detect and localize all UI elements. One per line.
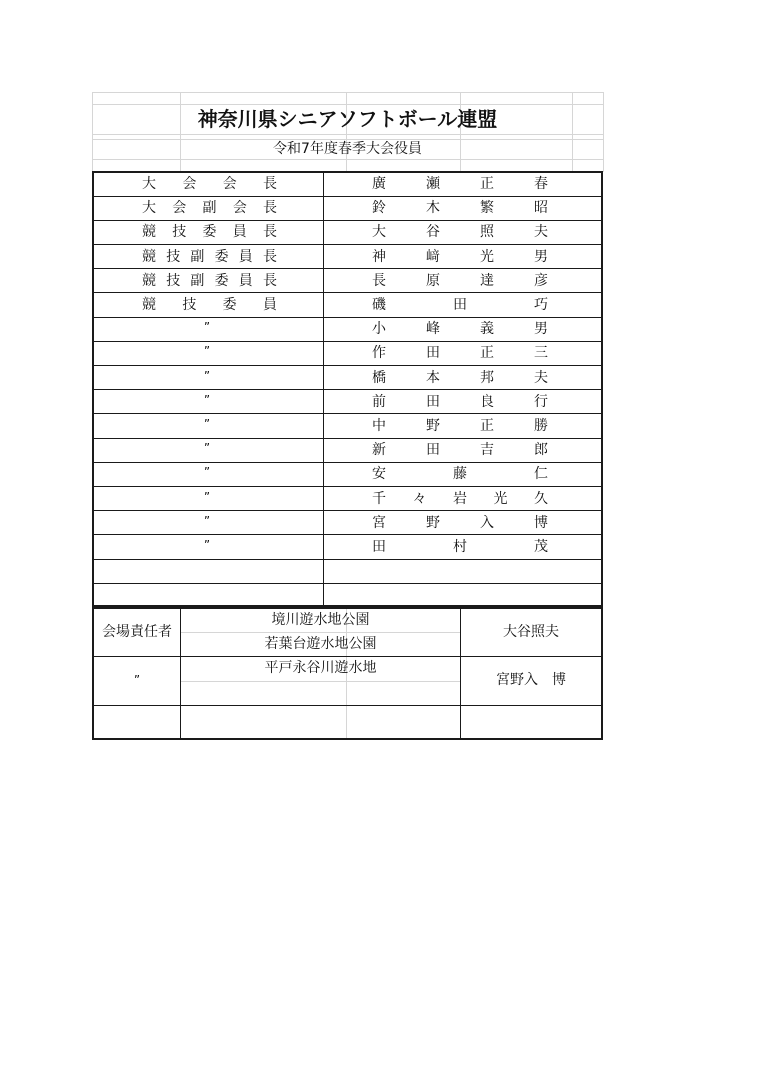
ditto-mark — [192, 341, 222, 365]
position-char: 会 — [182, 176, 197, 192]
name-char: 神 — [372, 248, 386, 265]
name-char: 勝 — [534, 418, 548, 434]
name-char: 鈴 — [372, 200, 386, 217]
table-row — [92, 559, 603, 583]
venue-place: 平戸永谷川遊水地 — [264, 660, 377, 676]
ditto-char: ” — [203, 441, 211, 456]
ditto-mark — [192, 366, 222, 390]
name-char: 義 — [480, 321, 494, 338]
name-char: 正 — [480, 176, 494, 192]
table-border — [92, 705, 603, 706]
position-title — [142, 196, 277, 220]
name-char: 夫 — [534, 224, 548, 241]
name-char: 照 — [480, 224, 494, 241]
name-char: 男 — [534, 321, 548, 338]
position-title — [142, 220, 277, 244]
position-char: 競 — [142, 297, 156, 313]
name-char: 峰 — [426, 321, 440, 338]
position-char: 副 — [190, 248, 205, 265]
name-char: 中 — [372, 418, 386, 434]
name-char: 谷 — [426, 224, 440, 241]
name-char: 瀬 — [426, 176, 440, 192]
name-char: 光 — [480, 248, 494, 265]
name-char: 博 — [534, 514, 548, 531]
ditto-char: ” — [203, 489, 211, 504]
table-border — [601, 608, 603, 740]
name-char: 茂 — [534, 539, 548, 555]
table-border — [92, 738, 603, 740]
table-row — [92, 245, 603, 269]
name-char: 橋 — [372, 369, 386, 386]
name-char: 本 — [426, 369, 440, 386]
position-char: 大 — [142, 200, 156, 217]
ditto-mark — [192, 414, 222, 438]
position-title — [142, 269, 277, 293]
table-row — [92, 438, 603, 462]
name-char: 吉 — [480, 442, 494, 459]
name-char: 宮 — [372, 514, 386, 531]
gridline — [180, 632, 460, 633]
position-char: 長 — [263, 200, 277, 217]
position-title — [142, 245, 277, 269]
table-row — [92, 462, 603, 486]
position-char: 長 — [262, 176, 277, 192]
name-char: 春 — [534, 176, 548, 192]
name-char: 安 — [372, 466, 386, 483]
name-char: 千 — [372, 490, 386, 507]
ditto-mark — [192, 317, 222, 341]
ditto-char: ” — [203, 513, 211, 528]
officer-name — [372, 366, 548, 390]
position-char: 副 — [190, 272, 205, 289]
officer-name — [372, 245, 548, 269]
name-char: 仁 — [534, 466, 548, 483]
ditto-mark — [192, 535, 222, 559]
name-char: 廣 — [372, 176, 386, 192]
position-char: 委 — [214, 248, 229, 265]
officer-name — [372, 487, 548, 511]
venue-place: 若葉台遊水地公園 — [264, 636, 377, 652]
name-char: 昭 — [534, 200, 548, 217]
name-char: 原 — [426, 272, 440, 289]
name-char: 繁 — [480, 200, 494, 217]
position-char: 長 — [263, 224, 277, 241]
position-char: 員 — [238, 248, 253, 265]
name-char: 藤 — [453, 466, 467, 483]
venue-manager-label: 会場責任者 — [102, 624, 172, 640]
ditto-mark — [192, 390, 222, 414]
name-char: 入 — [480, 514, 494, 531]
table-row — [92, 317, 603, 341]
name-char: 邦 — [480, 369, 494, 386]
ditto-char: ” — [203, 417, 211, 431]
name-char: 正 — [480, 418, 494, 434]
ditto-mark — [192, 511, 222, 535]
officer-name — [372, 196, 548, 220]
ditto-char: ” — [203, 538, 211, 552]
venue-ditto-mark: ” — [133, 673, 141, 687]
table-row — [92, 487, 603, 511]
officer-name — [372, 390, 548, 414]
position-char: 員 — [232, 224, 247, 241]
table-row — [92, 220, 603, 244]
ditto-char: ” — [203, 320, 211, 335]
position-char: 員 — [262, 297, 277, 313]
name-char: 彦 — [534, 272, 548, 289]
name-char: 田 — [372, 539, 386, 555]
name-char: 巧 — [534, 297, 548, 313]
name-char: 達 — [480, 272, 494, 289]
position-char: 員 — [238, 272, 253, 289]
position-char: 技 — [182, 297, 197, 313]
name-char: 田 — [426, 393, 440, 410]
gridline — [180, 681, 460, 682]
position-char: 委 — [222, 297, 237, 313]
officer-name — [372, 438, 548, 462]
officer-name — [372, 172, 548, 196]
position-char: 競 — [142, 248, 156, 265]
table-row — [92, 293, 603, 317]
name-char: 良 — [480, 393, 494, 410]
officer-name — [372, 462, 548, 486]
ditto-char: ” — [203, 465, 211, 480]
name-char: 岩 — [453, 490, 467, 507]
position-char: 長 — [262, 272, 277, 289]
name-char: 三 — [534, 345, 548, 362]
officer-name — [372, 293, 548, 317]
position-char: 技 — [172, 224, 187, 241]
position-char: 技 — [166, 248, 181, 265]
officer-name — [372, 269, 548, 293]
name-char: 行 — [534, 393, 548, 410]
gridline — [92, 134, 603, 135]
name-char: 田 — [426, 442, 440, 459]
name-char: 﨑 — [426, 248, 440, 265]
venue-place: 境川遊水地公園 — [271, 612, 370, 628]
ditto-mark — [192, 487, 222, 511]
officer-name — [372, 317, 548, 341]
name-char: 田 — [453, 297, 467, 313]
venue-person: 宮野入 博 — [496, 672, 566, 688]
name-char: 野 — [426, 418, 440, 434]
name-char: 久 — [534, 490, 548, 507]
name-char: 作 — [372, 345, 386, 362]
name-char: 郎 — [534, 442, 548, 459]
gridline — [92, 92, 603, 93]
position-char: 技 — [166, 272, 181, 289]
table-row — [92, 390, 603, 414]
table-row — [92, 414, 603, 438]
page-subtitle: 令和7年度春季大会役員 — [273, 141, 422, 157]
table-border — [92, 656, 603, 657]
table-border — [92, 608, 603, 609]
position-char: 会 — [222, 176, 237, 192]
position-char: 大 — [142, 176, 156, 192]
officer-name — [372, 535, 548, 559]
ditto-mark — [192, 438, 222, 462]
name-char: 大 — [372, 224, 386, 241]
name-char: 小 — [372, 321, 386, 338]
position-char: 会 — [172, 200, 187, 217]
name-char: 新 — [372, 442, 386, 459]
table-row — [92, 511, 603, 535]
name-char: 野 — [426, 514, 440, 531]
position-title — [142, 172, 277, 196]
name-char: 男 — [534, 248, 548, 265]
name-char: 村 — [453, 539, 467, 555]
table-row — [92, 196, 603, 220]
table-row — [92, 269, 603, 293]
name-char: 木 — [426, 200, 440, 217]
position-char: 長 — [262, 248, 277, 265]
ditto-char: ” — [203, 368, 211, 383]
table-row — [92, 366, 603, 390]
ditto-char: ” — [203, 344, 211, 359]
position-char: 会 — [232, 200, 247, 217]
name-char: 長 — [372, 272, 386, 289]
name-char: 磯 — [372, 297, 386, 313]
officer-name — [372, 341, 548, 365]
position-char: 委 — [202, 224, 217, 241]
gridline — [92, 159, 603, 160]
ditto-mark — [192, 462, 222, 486]
name-char: 正 — [480, 345, 494, 362]
ditto-char: ” — [203, 392, 211, 407]
table-row — [92, 172, 603, 196]
position-char: 委 — [214, 272, 229, 289]
position-char: 副 — [202, 200, 217, 217]
position-title — [142, 293, 277, 317]
officer-name — [372, 414, 548, 438]
table-row — [92, 583, 603, 607]
name-char: 夫 — [534, 369, 548, 386]
gridline — [603, 92, 604, 172]
name-char: 前 — [372, 393, 386, 410]
name-char: 田 — [426, 345, 440, 362]
position-char: 競 — [142, 224, 156, 241]
name-char: 光 — [493, 490, 508, 507]
position-char: 競 — [142, 272, 156, 289]
officer-name — [372, 220, 548, 244]
officer-name — [372, 511, 548, 535]
table-row — [92, 535, 603, 559]
table-row — [92, 341, 603, 365]
name-char: 々 — [412, 490, 427, 507]
venue-person: 大谷照夫 — [503, 624, 559, 640]
page-title: 神奈川県シニアソフトボール連盟 — [197, 107, 498, 131]
